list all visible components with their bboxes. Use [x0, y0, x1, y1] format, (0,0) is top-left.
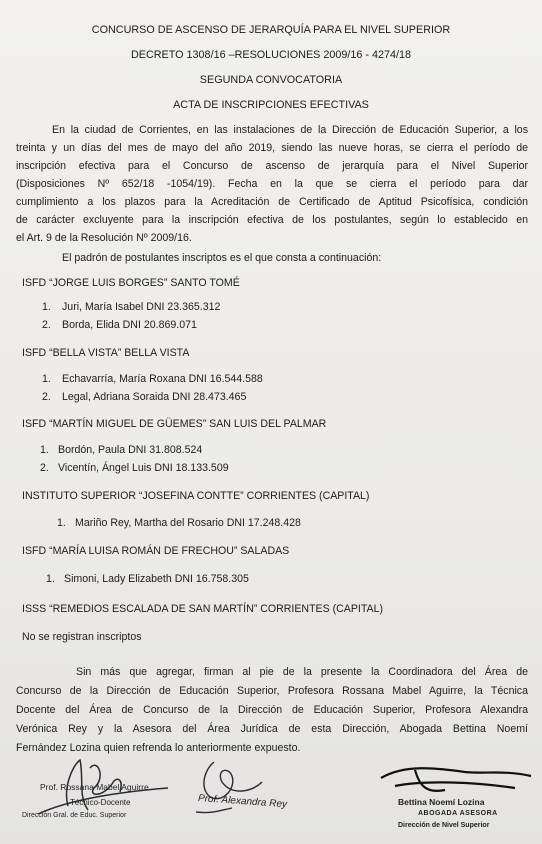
entry-text: Simoni, Lady Elizabeth DNI 16.758.305: [64, 573, 249, 585]
intro-line: treinta y un días del mes de mayo del año 2019, siendo las nueve horas, se cierra el período de: [16, 142, 528, 154]
act-title: ACTA DE INSCRIPCIONES EFECTIVAS: [173, 99, 369, 111]
closing-line: Fernández Lozina quien refrenda lo anteriormente expuesto.: [16, 742, 301, 754]
closing-line: Docente del Área de Concurso de la Dirección de Educación Superior, Profesora Alexandra: [16, 704, 528, 716]
intro-line: En la ciudad de Corrientes, en las instalaciones de la Dirección de Educación Superior, a los: [52, 124, 528, 136]
institute-name: ISFD “MARTÍN MIGUEL DE GÜEMES” SAN LUIS DEL PALMAR: [22, 418, 327, 430]
document-title: CONCURSO DE ASCENSO DE JERARQUÍA PARA EL NIVEL SUPERIOR: [91, 24, 451, 36]
signature-left-office: Dirección Gral. de Educ. Superior: [22, 812, 127, 819]
signature-left-name: Prof. Rossana Mabel Aguirre: [40, 782, 149, 792]
call-line: SEGUNDA CONVOCATORIA: [199, 74, 343, 86]
signature-left-title: Técnico-Docente: [70, 798, 131, 807]
entry-number: 1.: [57, 517, 66, 529]
entry-number: 1.: [42, 301, 51, 313]
institute-name: INSTITUTO SUPERIOR “JOSEFINA CONTTE” CORRIENTES (CAPITAL): [22, 490, 370, 502]
entry-text: Vicentín, Ángel Luis DNI 18.133.509: [58, 462, 229, 474]
decree-line: DECRETO 1308/16 –RESOLUCIONES 2009/16 - 4274/18: [130, 49, 412, 61]
entry-text: Legal, Adriana Soraida DNI 28.473.465: [62, 391, 247, 403]
intro-line: (Disposiciones Nº 652/18 -1054/19). Fecha en la que se cierra el período para dar: [16, 178, 528, 190]
entry-number: 1.: [46, 573, 55, 585]
signature-right-name: Bettina Noemí Lozina: [398, 797, 485, 807]
entry-number: 1.: [42, 373, 51, 385]
entry-text: Bordón, Paula DNI 31.808.524: [58, 444, 203, 456]
entry-number: 2.: [40, 462, 49, 474]
entry-number: 2.: [42, 391, 51, 403]
signature-right-office: Dirección de Nivel Superior: [398, 822, 490, 829]
entry-text: Juri, María Isabel DNI 23.365.312: [62, 301, 221, 313]
intro-line: inscripción efectiva para el Concurso de ascenso de jerarquía para el Nivel Superior: [16, 160, 528, 172]
entry-number: 1.: [40, 444, 49, 456]
institute-name: ISFD “JORGE LUIS BORGES” SANTO TOMÉ: [22, 277, 240, 289]
entry-text: Echavarría, María Roxana DNI 16.544.588: [62, 373, 263, 385]
entry-text: Borda, Elida DNI 20.869.071: [62, 319, 197, 331]
institute-name: ISSS “REMEDIOS ESCALADA DE SAN MARTÍN” CORRIENTES (CAPITAL): [22, 603, 384, 615]
no-records-note: No se registran inscriptos: [22, 631, 142, 643]
entry-text: Mariño Rey, Martha del Rosario DNI 17.248.428: [75, 517, 301, 529]
closing-line: Verónica Rey y la Asesora del Área Jurídica de esta Dirección, Abogada Bettina Noemí: [16, 723, 528, 735]
intro-line: el Art. 9 de la Resolución Nº 2009/16.: [16, 232, 192, 244]
institute-name: ISFD “MARÍA LUISA ROMÁN DE FRECHOU” SALADAS: [22, 545, 290, 557]
entry-number: 2.: [42, 319, 51, 331]
signature-middle-text: Prof. Alexandra Rey: [197, 793, 288, 811]
signature-scrawl-middle: [192, 752, 362, 822]
closing-line: Sin más que agregar, firman al pie de la presente la Coordinadora del Área de: [76, 666, 528, 678]
closing-line: Concurso de la Dirección de Educación Superior, Profesora Rossana Mabel Aguirre, la Técnica: [16, 685, 528, 697]
padron-intro: El padrón de postulantes inscriptos es el que consta a continuación:: [62, 252, 382, 264]
intro-line: de carácter excluyente para la inscripción efectiva de los postulantes, según lo establecido en: [16, 214, 528, 226]
signature-right-title: ABOGADA ASESORA: [418, 810, 498, 817]
intro-line: cumplimiento a los plazos para la Acreditación de Certificado de Aptitud Psicofísica, condición: [16, 196, 528, 208]
institute-name: ISFD “BELLA VISTA” BELLA VISTA: [22, 347, 190, 359]
